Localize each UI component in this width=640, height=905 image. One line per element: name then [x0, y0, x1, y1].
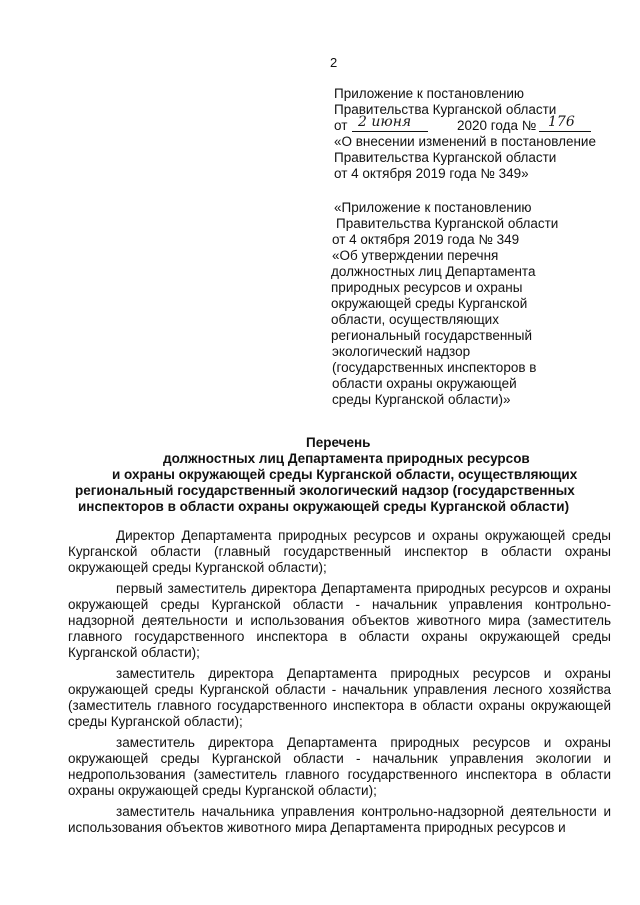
- document-title: [60, 435, 620, 515]
- title-line: и охраны окружающей среды Курганской области, осуществляющих: [112, 467, 578, 482]
- original-appendix-line: области охраны окружающей: [332, 376, 517, 391]
- appendix-header: [334, 86, 596, 182]
- number-underline: [539, 131, 591, 132]
- appendix-date-prefix: от: [334, 118, 348, 133]
- title-line: региональный государственный экологический надзор (государственных: [75, 483, 575, 498]
- original-appendix-line: должностных лиц Департамента: [331, 264, 536, 279]
- appendix-line: «О внесении изменений в постановление: [334, 134, 596, 149]
- body-paragraph: первый заместитель директора Департамента природных ресурсов и охраны окружающей среды Курганской области - начальник управления контрольно-надзорной деятельности и использования объектов животного мира (заместитель главного государственного инспектора в области охраны окружающей среды Курганской области);: [68, 581, 611, 660]
- appendix-date-line: [334, 114, 596, 134]
- original-appendix-line: области, осуществляющих: [331, 312, 499, 327]
- original-appendix-line: региональный государственный: [331, 328, 533, 343]
- original-appendix-header: [330, 200, 558, 408]
- original-appendix-line: Правительства Курганской области: [336, 216, 559, 231]
- body-paragraph: Директор Департамента природных ресурсов и охраны окружающей среды Курганской области (главный государственный инспектор в области охраны окружающей среды Курганской области);: [68, 528, 611, 575]
- appendix-line: от 4 октября 2019 года № 349»: [334, 166, 529, 181]
- original-appendix-line: окружающей среды Курганской: [331, 296, 528, 311]
- date-underline: [352, 131, 428, 132]
- title-line: Перечень: [306, 435, 371, 450]
- title-line: инспекторов в области охраны окружающей среды Курганской области): [78, 499, 570, 514]
- original-appendix-line: от 4 октября 2019 года № 349: [332, 232, 520, 247]
- original-appendix-line: экологический надзор: [332, 344, 471, 359]
- body-paragraph: заместитель директора Департамента природных ресурсов и охраны окружающей среды Курганской области - начальник управления лесного хозяйства (заместитель главного государственного инспектора в области охраны окружающей среды Курганской области);: [68, 666, 611, 729]
- body-paragraph: заместитель директора Департамента природных ресурсов и охраны окружающей среды Курганской области - начальник управления экологии и недропользования (заместитель главного государственного инспектора в области охраны окружающей среды Курганской области);: [68, 735, 611, 798]
- appendix-line: Правительства Курганской области: [334, 102, 557, 117]
- body-paragraph: заместитель начальника управления контрольно-надзорной деятельности и использования объектов животного мира Департамента природных ресурсов и: [68, 804, 611, 835]
- original-appendix-line: природных ресурсов и охраны: [331, 280, 523, 295]
- title-line: должностных лиц Департамента природных ресурсов: [163, 451, 530, 466]
- original-appendix-line: (государственных инспекторов в: [332, 360, 537, 375]
- handwritten-number: 176: [548, 114, 575, 130]
- original-appendix-line: «Об утверждении перечня: [332, 248, 499, 263]
- original-appendix-line: среды Курганской области)»: [332, 392, 511, 407]
- page-number: 2: [330, 55, 338, 70]
- handwritten-date: 2 июня: [358, 114, 412, 130]
- appendix-line: Приложение к постановлению: [334, 86, 525, 101]
- original-appendix-line: «Приложение к постановлению: [334, 200, 532, 215]
- appendix-line: Правительства Курганской области: [334, 150, 557, 165]
- document-body: [68, 528, 611, 841]
- appendix-date-middle: 2020 года №: [457, 118, 537, 133]
